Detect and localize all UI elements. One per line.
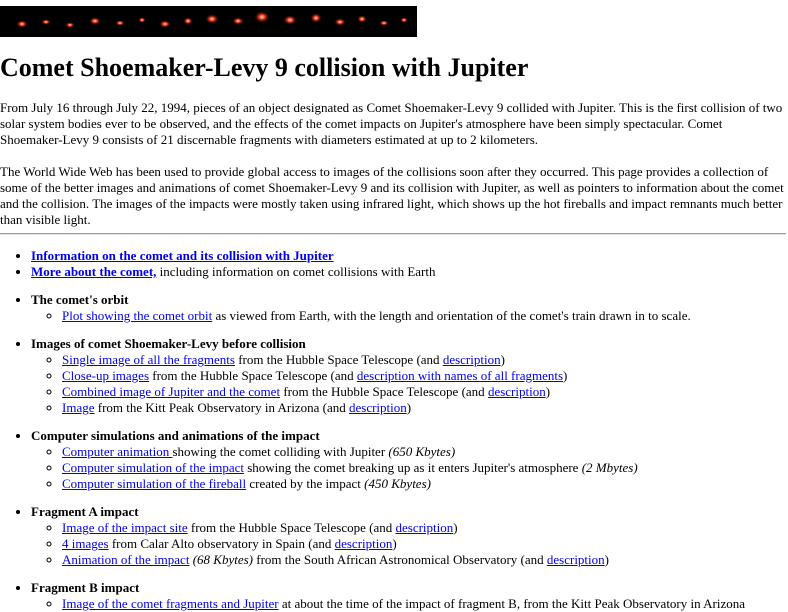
item-text: at about the time of the impact of fragment B, from the Kitt Peak Observatory in Arizona bbox=[278, 596, 746, 611]
description-link[interactable]: description bbox=[395, 520, 454, 535]
list-item bbox=[62, 352, 788, 368]
item-text: ) bbox=[500, 352, 505, 367]
list-item bbox=[62, 520, 788, 536]
item-text: from Calar Alto observatory in Spain (and bbox=[108, 536, 335, 551]
list-item bbox=[62, 444, 788, 460]
item-text: ) bbox=[604, 552, 609, 567]
computer-animation-link[interactable]: Computer animation bbox=[62, 444, 173, 459]
fragments-and-jupiter-link[interactable]: Image of the comet fragments and Jupiter bbox=[62, 596, 279, 611]
orbit-plot-text: as viewed from Earth, with the length and orientation of the comet's train drawn in to scale. bbox=[212, 308, 691, 323]
more-about-comet-text: including information on comet collisions with Earth bbox=[156, 264, 436, 279]
all-fragments-link[interactable]: Single image of all the fragments bbox=[62, 352, 235, 367]
item-text: showing the comet breaking up as it enters Jupiter's atmosphere bbox=[243, 460, 582, 475]
item-text: ) bbox=[453, 520, 458, 535]
intro-section bbox=[0, 100, 788, 244]
comet-fragments-banner bbox=[0, 6, 417, 37]
item-text: from the Hubble Space Telescope (and bbox=[187, 520, 396, 535]
orbit-plot-link[interactable]: Plot showing the comet orbit bbox=[62, 308, 213, 323]
impact-site-image-link[interactable]: Image of the impact site bbox=[62, 520, 188, 535]
item-text: ) bbox=[563, 368, 568, 383]
item-text: from the Hubble Space Telescope (and bbox=[234, 352, 443, 367]
item-text: from the Hubble Space Telescope (and bbox=[149, 368, 357, 383]
item-text: ) bbox=[406, 400, 412, 415]
list-item bbox=[62, 308, 788, 324]
list-item bbox=[62, 460, 788, 476]
item-text: ) bbox=[392, 536, 397, 551]
section-title-before: Images of comet Shoemaker-Levy before collision bbox=[31, 336, 306, 351]
description-link[interactable]: description bbox=[349, 400, 407, 415]
item-text: created by the impact bbox=[246, 476, 365, 491]
section-orbit bbox=[31, 292, 788, 324]
description-link[interactable]: description bbox=[487, 384, 546, 399]
section-fragment-b bbox=[31, 580, 788, 612]
close-up-images-link[interactable]: Close-up images bbox=[62, 368, 150, 383]
section-before-collision bbox=[31, 336, 788, 416]
list-item-more bbox=[31, 264, 788, 280]
impact-animation-link[interactable]: Animation of the impact bbox=[62, 552, 190, 567]
item-text: from the Kitt Peak Observatory in Arizona (and bbox=[94, 400, 349, 415]
list-item bbox=[62, 552, 788, 568]
file-size: (450 Kbytes) bbox=[364, 476, 431, 491]
section-title-simulations: Computer simulations and animations of the impact bbox=[31, 428, 320, 443]
intro-paragraph-2: The World Wide Web has been used to provide global access to images of the collisions soon after they occurred. This page provides a collection of some of the better images and animations of comet Shoemaker-Levy 9 and its collision with Jupiter, as well as pointers to information about the comet and the collision. The images of the impacts were mostly taken using infrared light, which shows up the hot fireballs and impact remnants much better than visible light. bbox=[0, 164, 784, 227]
list-item bbox=[62, 384, 788, 400]
kitt-peak-image-link[interactable]: Image bbox=[62, 400, 95, 415]
fragment-names-link[interactable]: description with names of all fragments bbox=[356, 368, 564, 383]
list-item bbox=[62, 368, 788, 384]
list-item bbox=[62, 400, 788, 416]
section-simulations bbox=[31, 428, 788, 492]
description-link[interactable]: description bbox=[334, 536, 393, 551]
section-title-orbit: The comet's orbit bbox=[31, 292, 129, 307]
combined-image-link[interactable]: Combined image of Jupiter and the comet bbox=[62, 384, 281, 399]
divider bbox=[0, 233, 786, 235]
page-title: Comet Shoemaker-Levy 9 collision with Jupiter bbox=[0, 53, 529, 82]
link-list bbox=[0, 248, 788, 612]
item-text: from the South African Astronomical Observatory (and bbox=[253, 552, 547, 567]
file-size: (68 Kbytes) bbox=[189, 552, 253, 567]
list-item-info bbox=[31, 248, 788, 264]
impact-simulation-link[interactable]: Computer simulation of the impact bbox=[62, 460, 244, 475]
more-about-comet-link[interactable]: More about the comet, bbox=[31, 264, 157, 279]
list-item bbox=[62, 536, 788, 552]
item-text: showing the comet colliding with Jupiter bbox=[172, 444, 389, 459]
description-link[interactable]: description bbox=[546, 552, 605, 567]
description-link[interactable]: description bbox=[442, 352, 501, 367]
calar-alto-images-link[interactable]: 4 images bbox=[62, 536, 109, 551]
section-title-fragment-b: Fragment B impact bbox=[31, 580, 140, 595]
fireball-simulation-link[interactable]: Computer simulation of the fireball bbox=[62, 476, 247, 491]
file-size: (2 Mbytes) bbox=[581, 460, 638, 475]
info-link[interactable]: Information on the comet and its collision with Jupiter bbox=[31, 248, 334, 263]
section-title-fragment-a: Fragment A impact bbox=[31, 504, 139, 519]
file-size: (650 Kbytes) bbox=[388, 444, 456, 459]
item-text: ) bbox=[545, 384, 551, 399]
list-item bbox=[62, 476, 788, 492]
item-text: from the Hubble Space Telescope (and bbox=[280, 384, 488, 399]
intro-paragraph-1: From July 16 through July 22, 1994, pieces of an object designated as Comet Shoemaker-Levy 9 collided with Jupiter. This is the first collision of two solar system bodies ever to be observed, and the effects of the comet impacts on Jupiter's atmosphere have been simply spectacular. Comet Shoemaker-Levy 9 consists of 21 discernable fragments with diameters estimated at up to 2 kilometers. bbox=[0, 100, 783, 147]
comet-fragments-image bbox=[0, 6, 417, 37]
section-fragment-a bbox=[31, 504, 788, 568]
list-item bbox=[62, 596, 788, 612]
